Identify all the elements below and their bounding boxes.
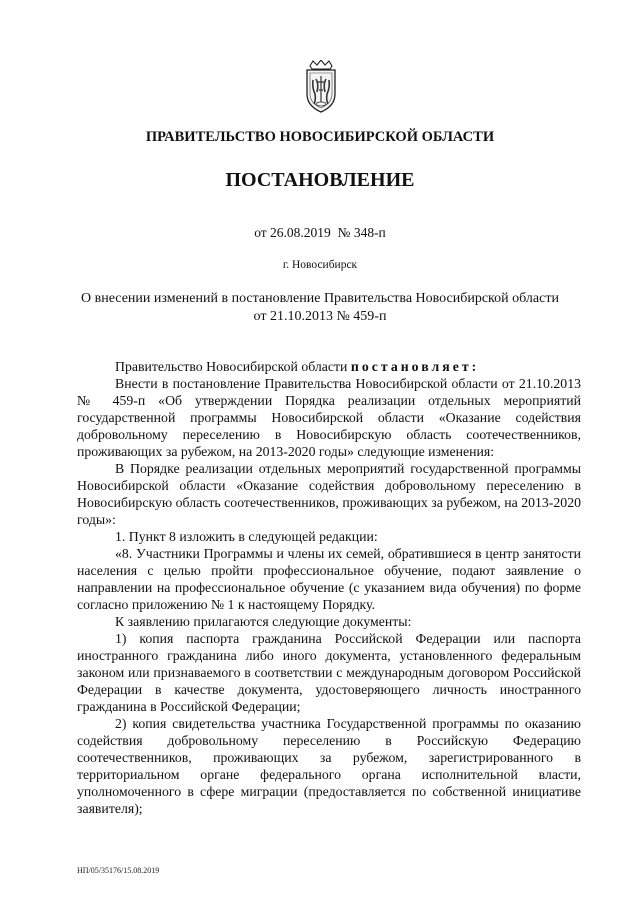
footer-code: НП/05/35176/15.08.2019 (77, 866, 160, 875)
date-number-line (0, 224, 640, 241)
subject-line-2: от 21.10.2013 № 459-п (253, 308, 387, 324)
date-prefix: от (254, 225, 267, 240)
subject-line-1: О внесении изменений в постановление Правительства Новосибирской области (81, 291, 559, 306)
paragraph-5: К заявлению прилагаются следующие документы: (115, 614, 412, 629)
decree-intro (77, 358, 581, 375)
paragraph-6: 1) копия паспорта гражданина Российской Федерации или паспорта иностранного гражданина либо иного документа, установленного федеральным законом или признаваемого в соответствии с международным договором Российской Федерации в качестве документа, удостоверяющего личность иностранного гражданина в Российской Федерации; (77, 631, 581, 714)
coat-of-arms-icon (299, 60, 343, 114)
number-prefix: № (337, 225, 351, 240)
paragraph-1: Внести в постановление Правительства Новосибирской области от 21.10.2013 № 459-п «Об утверждении Порядка реализации отдельных мероприятий государственной программы Новосибирской области «Оказание содействия добровольному переселению в Новосибирскую область соотечественников, проживающих за рубежом, на 2013-2020 годы» следующие изменения: (77, 376, 581, 459)
city-line: г. Новосибирск (282, 259, 358, 271)
paragraph-4: «8. Участники Программы и члены их семей, обратившиеся в центр занятости населения с целью пройти профессиональное обучение, подают заявление о направлении на профессиональное обучение (с указанием вида обучения) по форме согласно приложению № 1 к настоящему Порядку. (77, 546, 581, 612)
government-title: ПРАВИТЕЛЬСТВО НОВОСИБИРСКОЙ ОБЛАСТИ (145, 129, 495, 145)
paragraph-3: 1. Пункт 8 изложить в следующей редакции: (115, 529, 378, 544)
document-subject (60, 290, 580, 325)
document-body (77, 358, 581, 817)
intro-text: Правительство Новосибирской области (115, 359, 351, 374)
document-number: 348-п (353, 225, 386, 240)
paragraph-2: В Порядке реализации отдельных мероприятий государственной программы Новосибирской области «Оказание содействия добровольному переселению в Новосибирскую область соотечественников, проживающих за рубежом, на 2013-2020 годы»: (77, 461, 581, 527)
decree-word: постановляет (350, 359, 472, 374)
document-date: 26.08.2019 (270, 225, 331, 240)
decree-colon: : (471, 359, 480, 374)
paragraph-7: 2) копия свидетельства участника Государственной программы по оказанию содействия добровольному переселению в Российскую Федерацию соотечественников, проживающих за рубежом, зарегистрированного в территориальном органе федерального органа исполнительной власти, уполномоченного в сфере миграции (предоставляется по собственной инициативе заявителя); (77, 716, 581, 816)
document-type-title: ПОСТАНОВЛЕНИЕ (225, 169, 415, 191)
